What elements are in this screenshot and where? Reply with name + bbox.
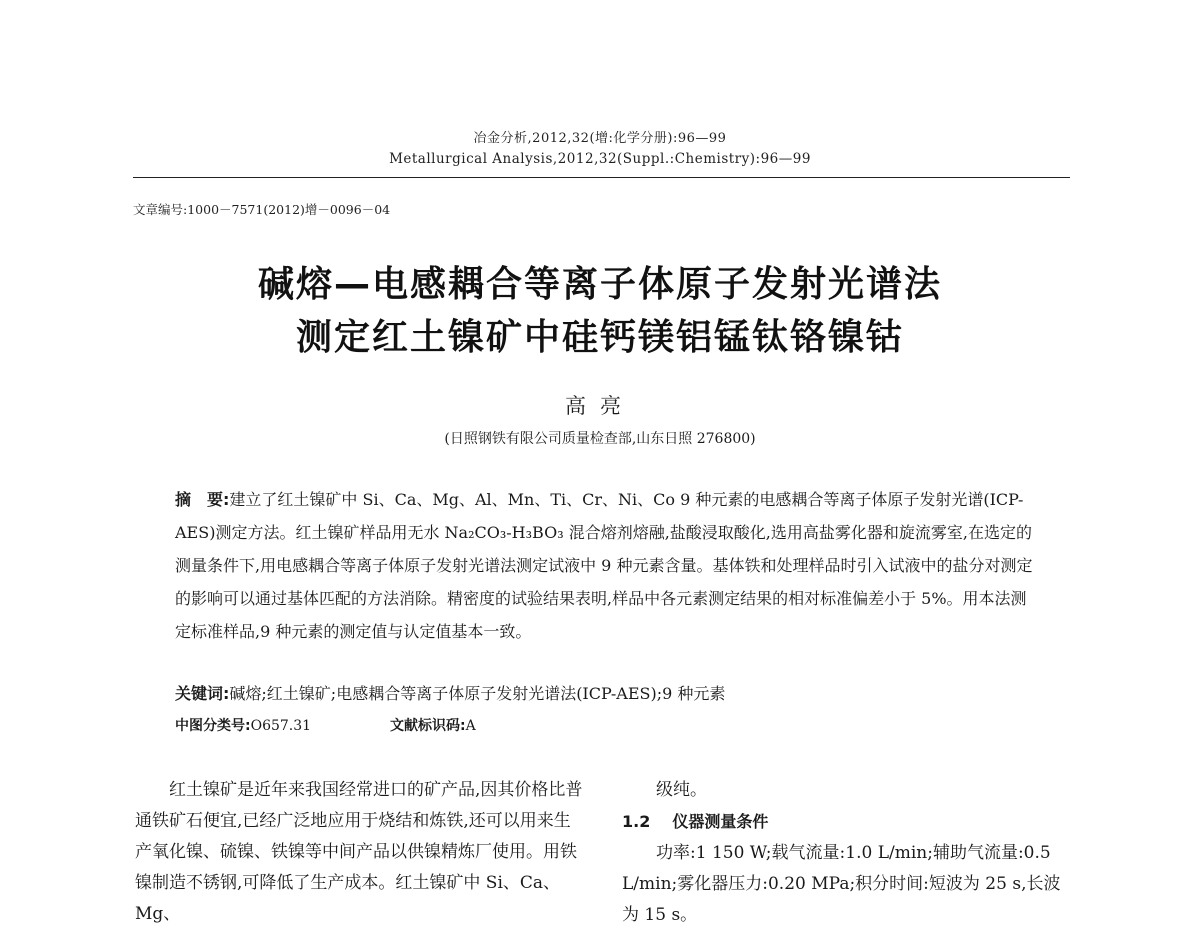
affiliation: (日照钢铁有限公司质量检查部,山东日照 276800): [444, 431, 756, 447]
abstract-text: 建立了红土镍矿中 Si、Ca、Mg、Al、Mn、Ti、Cr、Ni、Co 9 种元素的电感耦合等离子体原子发射光谱(ICP-AES)测定方法。红土镍矿样品用无水 Na₂CO₃-H₃BO₃ 混合熔剂熔融,盐酸浸取酸化,选用高盐雾化器和旋流雾室,在选定的测量条件下,用电感耦合等离子体原子发射光谱法测定试液中 9 种元素含量。基体铁和处理样品时引入试液中的盐分对测定的影响可以通过基体匹配的方法消除。精密度的试验结果表明,样品中各元素测定结果的相对标准偏差小于 5%。用本法测定标准样品,9 种元素的测定值与认定值基本一致。: [175, 490, 1033, 641]
section-heading: [622, 806, 1072, 838]
article-number: 文章编号:1000－7571(2012)增－0096－04: [133, 202, 391, 217]
body-left-column: 红土镍矿是近年来我国经常进口的矿产品,因其价格比普通铁矿石便宜,已经广泛地应用于烧结和炼铁,还可以用来生产氧化镍、硫镍、铁镍等中间产品以供镍精炼厂使用。用铁镍制造不锈钢,可降低了生产成本。红土镍矿中 Si、Ca、Mg、: [135, 780, 583, 924]
keywords: [175, 681, 1035, 704]
title-line-1: 碱熔—电感耦合等离子体原子发射光谱法: [257, 264, 942, 305]
abstract: [175, 483, 1035, 648]
header-rule: [133, 177, 1070, 178]
journal-header-cn: 冶金分析,2012,32(增:化学分册):96—99: [473, 131, 727, 146]
author: 高亮: [565, 394, 635, 418]
keywords-text: 碱熔;红土镍矿;电感耦合等离子体原子发射光谱法(ICP-AES);9 种元素: [229, 684, 726, 703]
doc-code-value: A: [465, 718, 476, 734]
classification: [175, 715, 476, 735]
clc-value: O657.31: [250, 718, 312, 734]
section-number: 1.2: [622, 812, 651, 831]
keywords-label: 关键词:: [175, 684, 230, 703]
section-paragraph: 功率:1 150 W;载气流量:1.0 L/min;辅助气流量:0.5 L/min;雾化器压力:0.20 MPa;积分时间:短波为 25 s,长波为 15 s。: [622, 843, 1061, 925]
body-right-column: [622, 775, 1072, 931]
title-line-2: 测定红土镍矿中硅钙镁铝锰钛铬镍钴: [295, 317, 904, 358]
abstract-label: 摘 要:: [175, 490, 230, 509]
journal-header-en: Metallurgical Analysis,2012,32(Suppl.:Chemistry):96—99: [389, 151, 811, 167]
body-right-continuation: 级纯。: [656, 780, 707, 800]
section-title: 仪器测量条件: [672, 812, 769, 831]
doc-code-label: 文献标识码:: [389, 718, 466, 734]
clc-label: 中图分类号:: [175, 718, 251, 734]
